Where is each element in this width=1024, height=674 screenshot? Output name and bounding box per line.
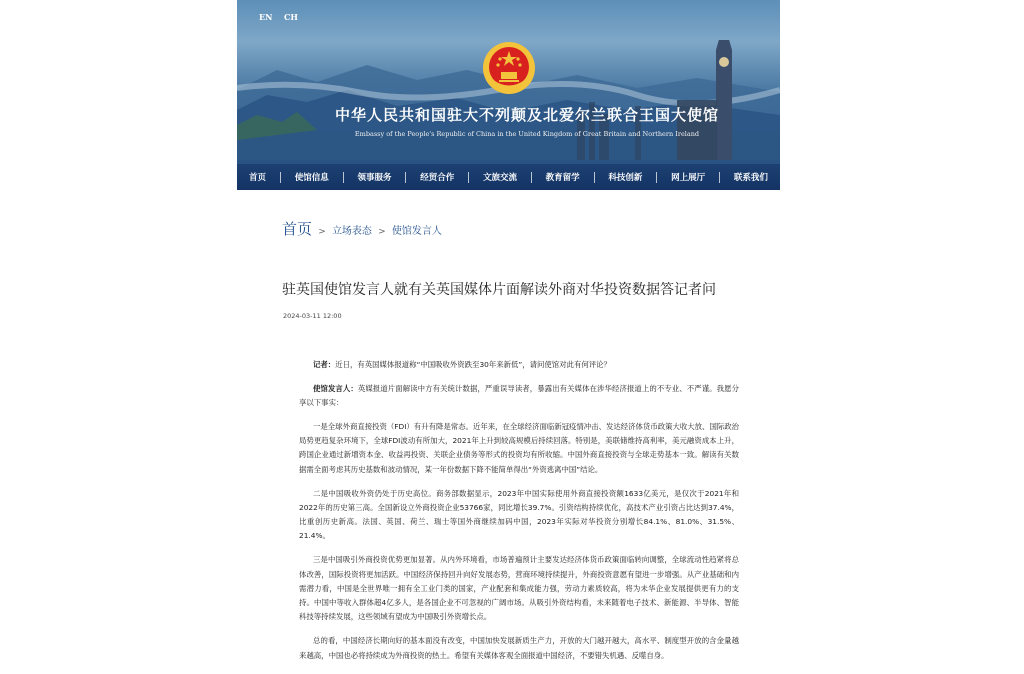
article-date: 2024-03-11 12:00 bbox=[283, 312, 342, 320]
article-title: 驻英国使馆发言人就有关英国媒体片面解读外商对华投资数据答记者问 bbox=[282, 282, 716, 298]
nav-divider bbox=[343, 172, 344, 183]
body-paragraph: 一是全球外商直接投资（FDI）有升有降是常态。近年来，在全球经济面临新冠疫情冲击、发达经济体货币政策大收大放、国际政治局势更趋复杂环境下，全球FDI波动有所加大，2021年上升到较高规模后持续回落。特别是，美联储维持高利率，美元融资成本上升，跨国企业通过新增资本金、收益再投资、关联企业债务等形式的投资均有所收缩。中国外商直接投资与全球走势基本一致。解读有关数据需全面考虑其历史基数和波动情况，某一年份数据下降不能简单得出“外资逃离中国”结论。 bbox=[299, 421, 740, 474]
breadcrumb-position-link[interactable]: 立场表态 bbox=[331, 226, 372, 237]
national-emblem-icon bbox=[481, 40, 537, 96]
header-banner bbox=[237, 0, 780, 190]
nav-divider bbox=[656, 172, 657, 183]
embassy-title-cn: 中华人民共和国驻大不列颠及北爱尔兰联合王国大使馆 bbox=[334, 106, 719, 124]
breadcrumb-spokesperson-link[interactable]: 使馆发言人 bbox=[391, 226, 442, 237]
nav-divider bbox=[719, 172, 720, 183]
lang-en-link[interactable]: EN bbox=[259, 12, 273, 22]
answer-text: 英媒报道片面解读中方有关统计数据，严重误导读者，暴露出有关媒体在涉华经济报道上的不专业、不严谨。我愿分享以下事实： bbox=[299, 383, 739, 408]
page bbox=[237, 0, 780, 674]
nav-item-home[interactable]: 首页 bbox=[249, 173, 267, 183]
article-body bbox=[299, 358, 739, 672]
answer-label: 使馆发言人： bbox=[313, 383, 358, 393]
breadcrumb bbox=[282, 218, 442, 239]
answer-paragraph bbox=[299, 382, 739, 411]
embassy-title-en: Embassy of the People's Republic of China in the United Kingdom of Great Britain and Northern Ireland bbox=[354, 130, 700, 138]
nav-item-embassy-info[interactable]: 使馆信息 bbox=[294, 173, 329, 183]
nav-item-economy-trade[interactable]: 经贸合作 bbox=[420, 173, 455, 183]
body-paragraph: 三是中国吸引外商投资优势更加显著。从内外环境看，市场普遍预计主要发达经济体货币政策面临转向调整，全球流动性趋紧将总体改善，国际投资将更加活跃。中国经济保持回升向好发展态势，营商环境持续提升，外商投资意愿有望进一步增强。从产业基础和内需潜力看，中国是全世界唯一拥有全工业门类的国家，产业配套和集成能力强，劳动力素质较高，将为未华企业发展提供更有力的支持。中国中等收入群体超4亿多人，是各国企业不可忽视的广阔市场。从吸引外资结构看，未来随着电子技术、新能源、半导体、智能科技等持续发展，这些领域有望成为中国吸引外资增长点。 bbox=[299, 555, 739, 622]
breadcrumb-separator: > bbox=[318, 227, 326, 237]
nav-item-culture-tourism[interactable]: 文旅交流 bbox=[482, 173, 517, 183]
main-nav bbox=[237, 164, 780, 190]
nav-divider bbox=[280, 172, 281, 183]
nav-divider bbox=[594, 172, 595, 183]
nav-item-online-exhibition[interactable]: 网上展厅 bbox=[671, 173, 706, 183]
breadcrumb-home-link[interactable]: 首页 bbox=[282, 220, 313, 238]
question-label: 记者： bbox=[313, 360, 336, 369]
nav-divider bbox=[405, 172, 406, 183]
nav-item-consular[interactable]: 领事服务 bbox=[357, 173, 392, 183]
nav-divider bbox=[468, 172, 469, 183]
breadcrumb-separator: > bbox=[378, 227, 386, 237]
lang-ch-link[interactable]: CH bbox=[284, 12, 298, 22]
body-paragraph: 总的看，中国经济长期向好的基本面没有改变，中国加快发展新质生产力，开放的大门越开越大，高水平、制度型开放的含金量越来越高，中国也必将持续成为外商投资的热土。希望有关媒体客观全面报道中国经济，不要错失机遇、反噬自身。 bbox=[299, 636, 739, 660]
nav-divider bbox=[531, 172, 532, 183]
nav-item-science-tech[interactable]: 科技创新 bbox=[608, 173, 643, 183]
question-text: 近日，有英国媒体报道称“中国吸收外资跌至30年来新低”，请问使馆对此有何评论？ bbox=[335, 360, 611, 369]
question-paragraph bbox=[299, 358, 739, 372]
body-paragraph: 二是中国吸收外资仍处于历史高位。商务部数据显示，2023年中国实际使用外商直接投资额1633亿美元，是仅次于2021年和2022年的历史第三高。全国新设立外商投资企业53766家，同比增长39.7%。引资结构持续优化，高技术产业引资占比达到37.4%，比重创历史新高。法国、英国、荷兰、瑞士等国外商继续加码中国，2023年实际对华投资分别增长84.1%、81.0%、31.5%、21.4%。 bbox=[299, 488, 739, 541]
nav-item-contact[interactable]: 联系我们 bbox=[733, 173, 768, 183]
nav-item-education[interactable]: 教育留学 bbox=[545, 173, 580, 183]
